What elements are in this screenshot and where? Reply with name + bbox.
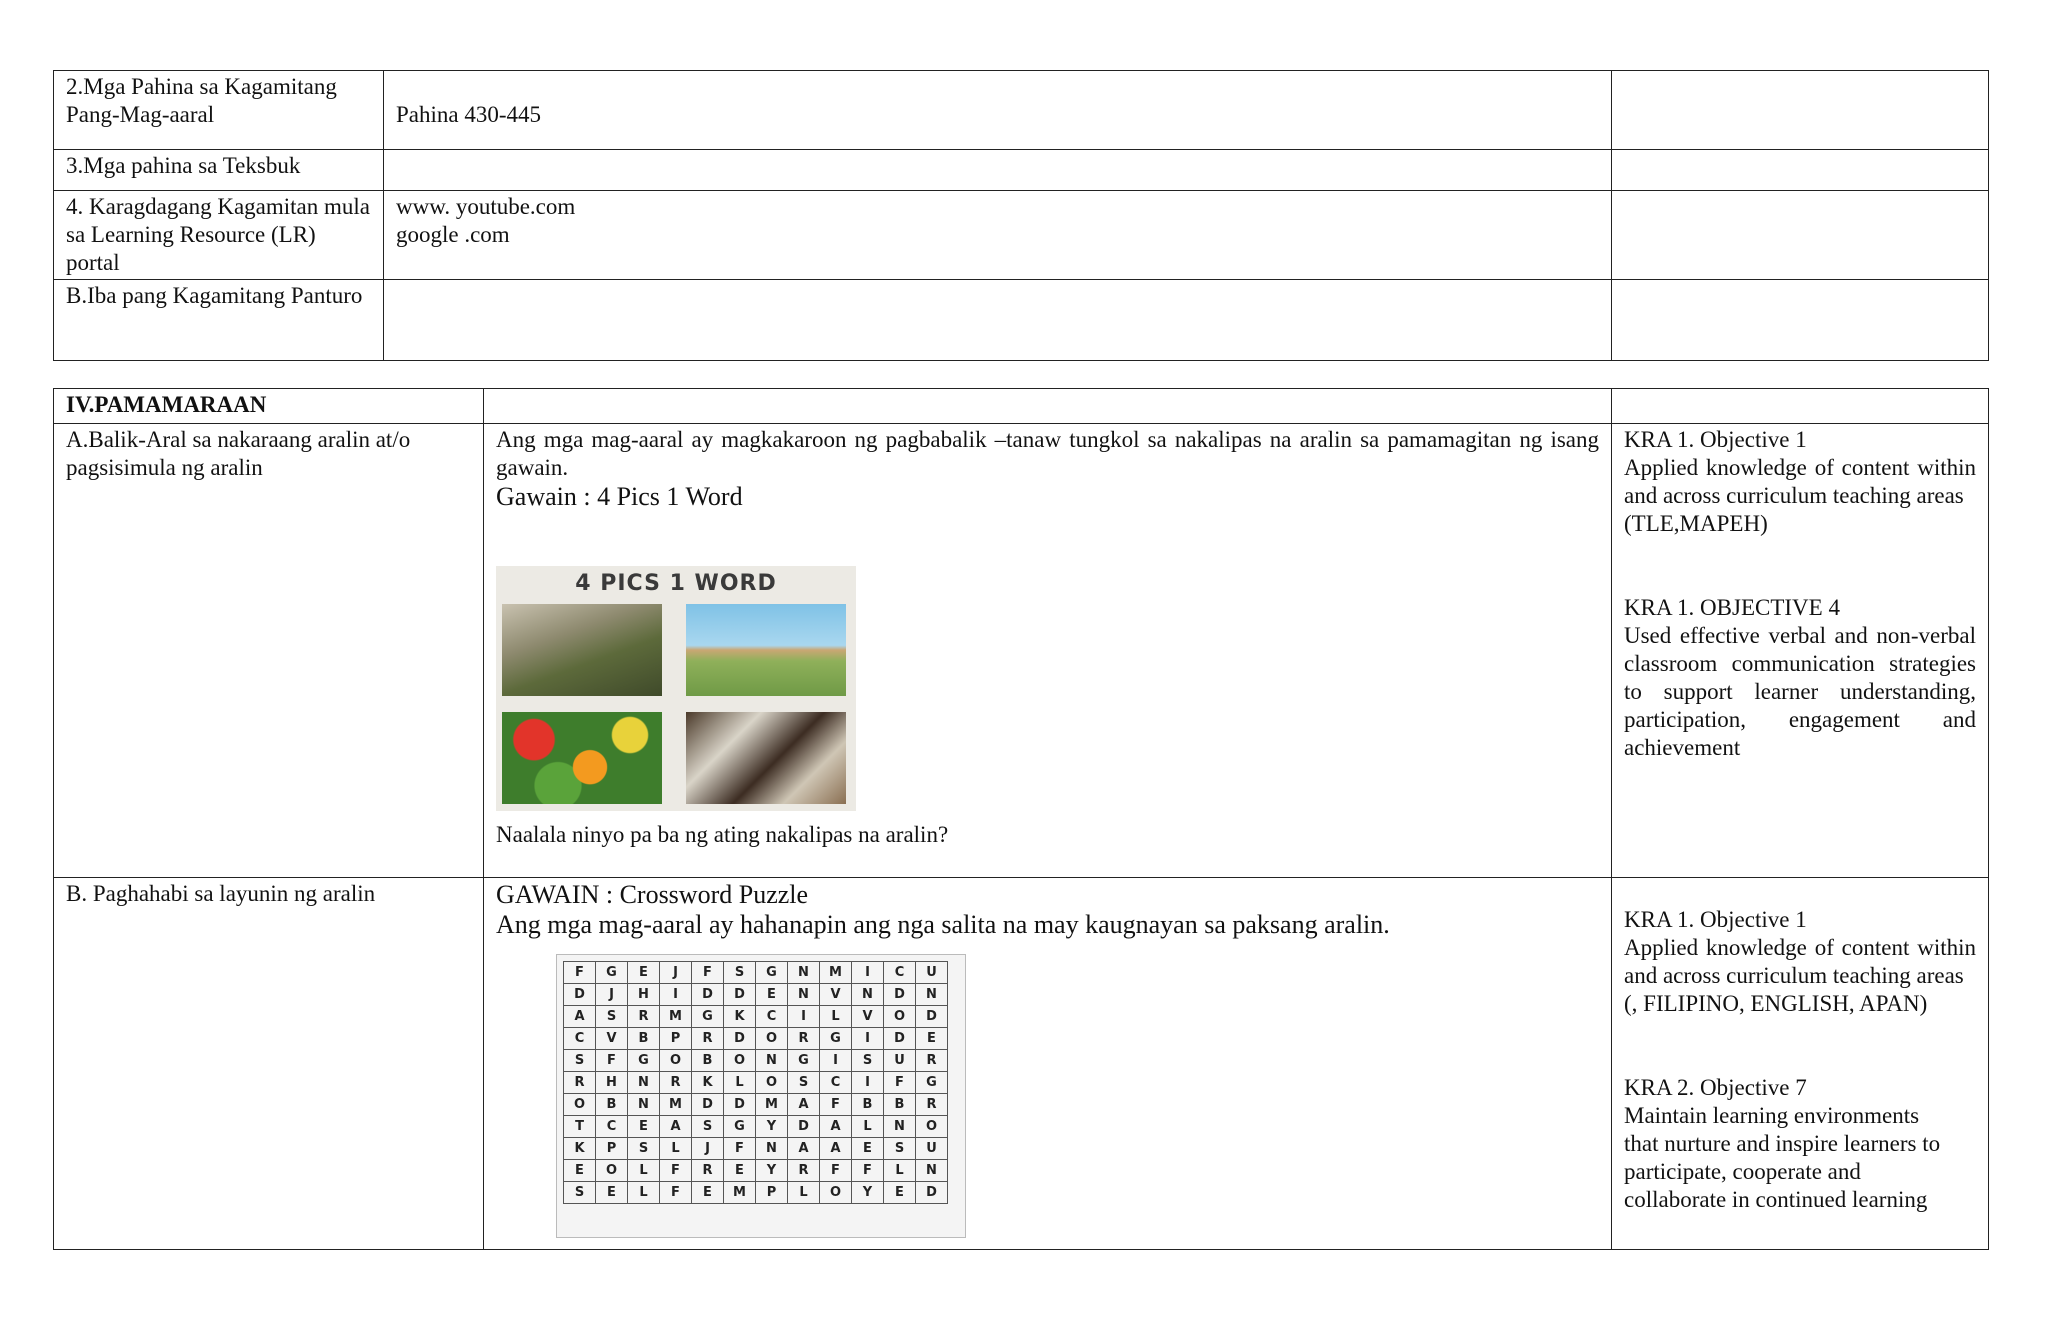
puzzle-cell: E (628, 1116, 660, 1138)
puzzle-cell: E (564, 1160, 596, 1182)
row-notes (1612, 150, 1989, 191)
puzzle-cell: G (916, 1072, 948, 1094)
puzzle-cell: K (724, 1006, 756, 1028)
puzzle-cell: E (724, 1160, 756, 1182)
puzzle-cell: U (916, 962, 948, 984)
puzzle-cell: M (660, 1094, 692, 1116)
row-notes (1612, 71, 1989, 150)
kra-line: that nurture and inspire learners to (1624, 1131, 1941, 1156)
puzzle-cell: N (756, 1138, 788, 1160)
puzzle-cell: I (820, 1050, 852, 1072)
puzzle-row (564, 1072, 948, 1094)
four-pics-image (496, 566, 856, 811)
puzzle-cell: L (820, 1006, 852, 1028)
puzzle-cell: G (692, 1006, 724, 1028)
puzzle-cell: V (596, 1028, 628, 1050)
row-a-kra (1612, 424, 1989, 878)
puzzle-cell: L (884, 1160, 916, 1182)
puzzle-cell: R (660, 1072, 692, 1094)
puzzle-cell: N (916, 984, 948, 1006)
table-row (54, 150, 1989, 191)
puzzle-row (564, 1028, 948, 1050)
puzzle-cell: T (564, 1116, 596, 1138)
kra-title: KRA 1. Objective 1 (1624, 427, 1807, 452)
puzzle-cell: C (820, 1072, 852, 1094)
puzzle-cell: S (852, 1050, 884, 1072)
puzzle-row (564, 1182, 948, 1204)
farm-field-photo (686, 604, 846, 696)
puzzle-cell: S (596, 1006, 628, 1028)
row-b-intro: Ang mga mag-aaral ay hahanapin ang nga salita na may kaugnayan sa paksang aralin. (496, 910, 1390, 939)
puzzle-cell: S (788, 1072, 820, 1094)
puzzle-row (564, 1094, 948, 1116)
puzzle-cell: U (916, 1138, 948, 1160)
table-row (54, 191, 1989, 280)
vegetables-photo (502, 712, 662, 804)
puzzle-cell: J (692, 1138, 724, 1160)
table-row (54, 424, 1989, 878)
puzzle-cell: I (660, 984, 692, 1006)
puzzle-cell: G (756, 962, 788, 984)
section-heading: IV.PAMAMARAAN (54, 389, 484, 424)
puzzle-cell: O (660, 1050, 692, 1072)
row-label: 3.Mga pahina sa Teksbuk (54, 150, 384, 191)
puzzle-cell: D (916, 1182, 948, 1204)
puzzle-cell: E (756, 984, 788, 1006)
puzzle-cell: A (564, 1006, 596, 1028)
puzzle-cell: A (788, 1094, 820, 1116)
puzzle-cell: O (916, 1116, 948, 1138)
puzzle-cell: F (884, 1072, 916, 1094)
puzzle-cell: R (564, 1072, 596, 1094)
puzzle-cell: K (564, 1138, 596, 1160)
puzzle-cell: Y (756, 1116, 788, 1138)
puzzle-cell: A (660, 1116, 692, 1138)
kra-areas: (TLE,MAPEH) (1624, 511, 1768, 536)
row-a-activity: Gawain : 4 Pics 1 Word (496, 482, 743, 511)
puzzle-cell: P (660, 1028, 692, 1050)
puzzle-cell: R (916, 1094, 948, 1116)
puzzle-cell: S (692, 1116, 724, 1138)
puzzle-cell: B (628, 1028, 660, 1050)
puzzle-cell: N (884, 1116, 916, 1138)
puzzle-cell: S (724, 962, 756, 984)
kra-body: Applied knowledge of content within and across curriculum teaching areas (1624, 935, 1976, 988)
puzzle-cell: I (852, 1072, 884, 1094)
puzzle-cell: R (692, 1028, 724, 1050)
kra-line: participate, cooperate and (1624, 1159, 1861, 1184)
puzzle-cell: L (852, 1116, 884, 1138)
puzzle-cell: H (628, 984, 660, 1006)
puzzle-cell: A (820, 1116, 852, 1138)
puzzle-row (564, 984, 948, 1006)
puzzle-cell: E (916, 1028, 948, 1050)
puzzle-cell: S (564, 1182, 596, 1204)
row-b-content (484, 878, 1612, 1250)
puzzle-cell: A (820, 1138, 852, 1160)
puzzle-cell: L (724, 1072, 756, 1094)
puzzle-cell: A (788, 1138, 820, 1160)
puzzle-cell: E (692, 1182, 724, 1204)
puzzle-grid (563, 961, 948, 1204)
puzzle-cell: L (660, 1138, 692, 1160)
puzzle-row (564, 962, 948, 984)
row-a-content (484, 424, 1612, 878)
puzzle-cell: P (756, 1182, 788, 1204)
puzzle-cell: P (596, 1138, 628, 1160)
puzzle-cell: E (596, 1182, 628, 1204)
puzzle-cell: N (756, 1050, 788, 1072)
puzzle-cell: C (564, 1028, 596, 1050)
puzzle-cell: B (852, 1094, 884, 1116)
puzzle-cell: J (596, 984, 628, 1006)
row-label: B.Iba pang Kagamitang Panturo (54, 280, 384, 361)
table-row (54, 878, 1989, 1250)
puzzle-cell: F (820, 1160, 852, 1182)
puzzle-cell: V (820, 984, 852, 1006)
puzzle-cell: D (564, 984, 596, 1006)
row-a-intro: Ang mga mag-aaral ay magkakaroon ng pagbabalik –tanaw tungkol sa nakalipas na aralin sa pamamagitan ng isang gawain. (496, 427, 1599, 480)
kra-areas: (, FILIPINO, ENGLISH, APAN) (1624, 991, 1928, 1016)
puzzle-cell: D (884, 1028, 916, 1050)
puzzle-cell: F (692, 962, 724, 984)
procedure-table (53, 388, 1989, 1250)
kra-body: Applied knowledge of content within and across curriculum teaching areas (1624, 455, 1976, 508)
puzzle-cell: L (628, 1160, 660, 1182)
puzzle-cell: D (916, 1006, 948, 1028)
kra-line: Maintain learning environments (1624, 1103, 1920, 1128)
row-label: 4. Karagdagang Kagamitan mula sa Learning Resource (LR) portal (54, 191, 384, 280)
puzzle-cell: O (596, 1160, 628, 1182)
puzzle-cell: G (820, 1028, 852, 1050)
puzzle-cell: G (788, 1050, 820, 1072)
puzzle-cell: R (916, 1050, 948, 1072)
puzzle-cell: O (756, 1072, 788, 1094)
row-content (384, 280, 1612, 361)
puzzle-cell: B (692, 1050, 724, 1072)
puzzle-cell: F (852, 1160, 884, 1182)
puzzle-cell: L (788, 1182, 820, 1204)
puzzle-cell: B (884, 1094, 916, 1116)
puzzle-cell: S (628, 1138, 660, 1160)
kra-title: KRA 1. OBJECTIVE 4 (1624, 595, 1840, 620)
puzzle-cell: R (788, 1028, 820, 1050)
puzzle-cell: C (756, 1006, 788, 1028)
puzzle-cell: E (852, 1138, 884, 1160)
puzzle-row (564, 1160, 948, 1182)
table-header-row (54, 389, 1989, 424)
puzzle-row (564, 1050, 948, 1072)
puzzle-cell: F (820, 1094, 852, 1116)
puzzle-cell: M (756, 1094, 788, 1116)
puzzle-cell: F (564, 962, 596, 984)
kra-body: Used effective verbal and non-verbal classroom communication strategies to support learner understanding, participation, engagement and achievement (1624, 623, 1976, 760)
table-row (54, 71, 1989, 150)
puzzle-cell: M (724, 1182, 756, 1204)
puzzle-cell: N (628, 1072, 660, 1094)
puzzle-row (564, 1116, 948, 1138)
puzzle-cell: G (596, 962, 628, 984)
row-b-activity: GAWAIN : Crossword Puzzle (496, 880, 809, 909)
kra-line: collaborate in continued learning (1624, 1187, 1928, 1212)
puzzle-cell: U (884, 1050, 916, 1072)
puzzle-cell: I (788, 1006, 820, 1028)
puzzle-cell: R (692, 1160, 724, 1182)
row-notes (1612, 191, 1989, 280)
puzzle-cell: D (788, 1116, 820, 1138)
livestock-photo (686, 712, 846, 804)
puzzle-cell: J (660, 962, 692, 984)
puzzle-cell: V (852, 1006, 884, 1028)
puzzle-cell: D (724, 1094, 756, 1116)
puzzle-cell: D (884, 984, 916, 1006)
puzzle-cell: R (628, 1006, 660, 1028)
kra-title: KRA 2. Objective 7 (1624, 1075, 1807, 1100)
row-b-kra (1612, 878, 1989, 1250)
puzzle-cell: N (788, 962, 820, 984)
row-content: Pahina 430-445 (384, 71, 1612, 150)
puzzle-cell: I (852, 962, 884, 984)
puzzle-cell: N (852, 984, 884, 1006)
puzzle-cell: C (596, 1116, 628, 1138)
puzzle-cell: O (724, 1050, 756, 1072)
link-google: google .com (396, 222, 510, 247)
puzzle-cell: G (628, 1050, 660, 1072)
puzzle-cell: D (692, 1094, 724, 1116)
farming-photo (502, 604, 662, 696)
puzzle-cell: F (660, 1182, 692, 1204)
puzzle-cell: E (884, 1182, 916, 1204)
four-pics-title: 4 PICS 1 WORD (575, 571, 777, 596)
puzzle-cell: D (724, 1028, 756, 1050)
puzzle-cell: I (852, 1028, 884, 1050)
puzzle-row (564, 1006, 948, 1028)
puzzle-cell: S (884, 1138, 916, 1160)
row-a-question: Naalala ninyo pa ba ng ating nakalipas na aralin? (496, 822, 949, 847)
puzzle-cell: B (596, 1094, 628, 1116)
word-search-puzzle (556, 954, 966, 1238)
puzzle-cell: M (660, 1006, 692, 1028)
row-content (384, 150, 1612, 191)
puzzle-cell: E (628, 962, 660, 984)
puzzle-cell: D (692, 984, 724, 1006)
materials-table (53, 70, 1989, 361)
puzzle-cell: Y (852, 1182, 884, 1204)
table-row (54, 280, 1989, 361)
row-a-label: A.Balik-Aral sa nakaraang aralin at/o pagsisimula ng aralin (54, 424, 484, 878)
puzzle-cell: D (724, 984, 756, 1006)
puzzle-cell: N (788, 984, 820, 1006)
puzzle-cell: S (564, 1050, 596, 1072)
puzzle-cell: F (724, 1138, 756, 1160)
puzzle-cell: K (692, 1072, 724, 1094)
puzzle-cell: L (628, 1182, 660, 1204)
row-notes (1612, 280, 1989, 361)
puzzle-cell: H (596, 1072, 628, 1094)
puzzle-cell: F (660, 1160, 692, 1182)
puzzle-cell: N (628, 1094, 660, 1116)
puzzle-row (564, 1138, 948, 1160)
puzzle-cell: O (820, 1182, 852, 1204)
puzzle-cell: F (596, 1050, 628, 1072)
puzzle-cell: G (724, 1116, 756, 1138)
puzzle-cell: R (788, 1160, 820, 1182)
puzzle-cell: C (884, 962, 916, 984)
puzzle-cell: N (916, 1160, 948, 1182)
row-b-label: B. Paghahabi sa layunin ng aralin (54, 878, 484, 1250)
row-content (384, 191, 1612, 280)
puzzle-cell: Y (756, 1160, 788, 1182)
puzzle-cell: O (564, 1094, 596, 1116)
puzzle-cell: O (756, 1028, 788, 1050)
puzzle-cell: M (820, 962, 852, 984)
kra-title: KRA 1. Objective 1 (1624, 907, 1807, 932)
puzzle-cell: O (884, 1006, 916, 1028)
link-youtube: www. youtube.com (396, 194, 576, 219)
row-label: 2.Mga Pahina sa Kagamitang Pang-Mag-aaral (54, 71, 384, 150)
